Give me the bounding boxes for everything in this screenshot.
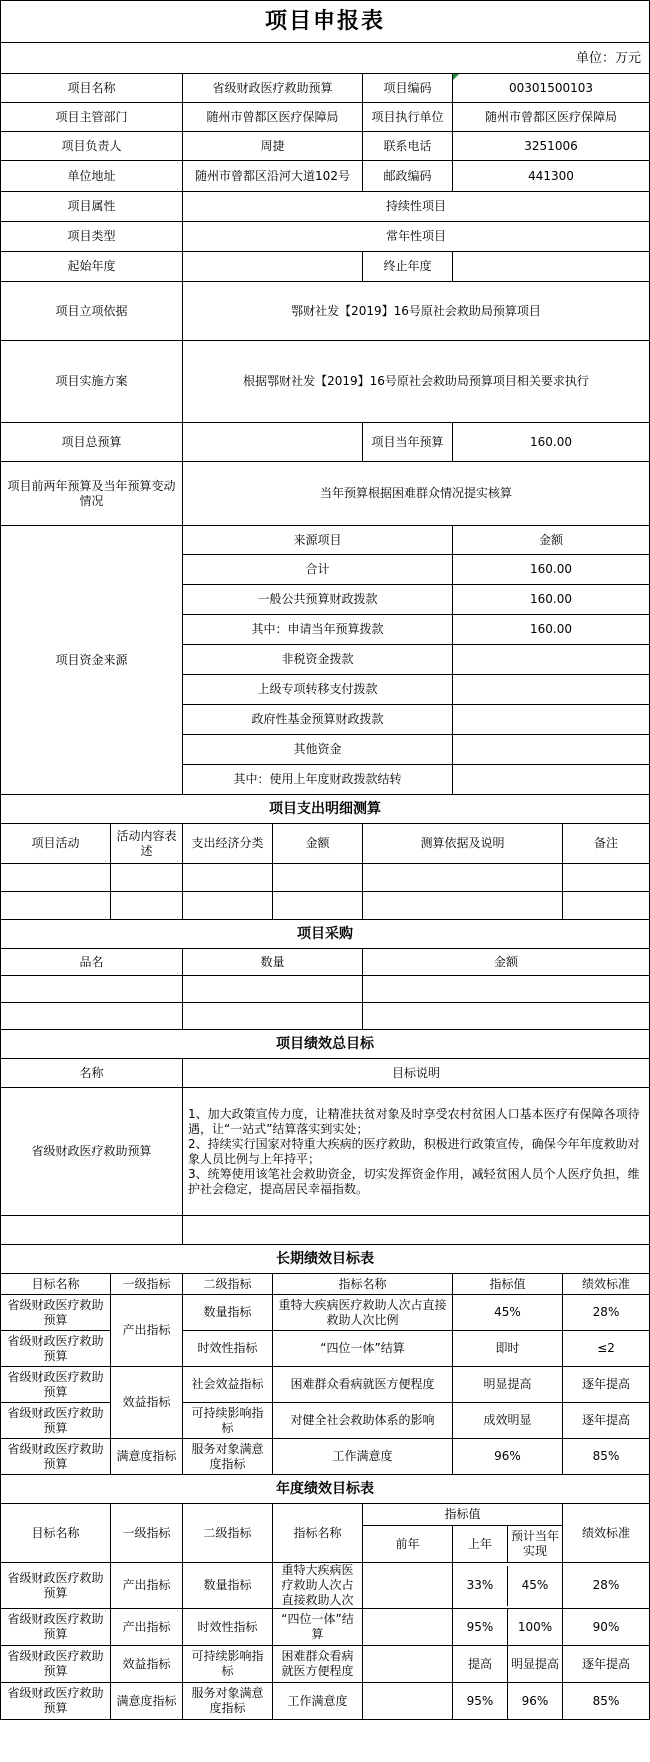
funding-source: 其中：申请当年预算拨款: [183, 615, 453, 645]
level2-indicator: 可持续影响指标: [183, 1403, 273, 1439]
end-year-value: [453, 252, 650, 282]
project-name-value: 省级财政医疗救助预算: [183, 74, 363, 103]
annual-header: 二级指标: [183, 1504, 273, 1563]
funding-source: 合计: [183, 555, 453, 585]
exec-unit-value: 随州市曾都区医疗保障局: [453, 103, 650, 132]
indicator-value: 明显提高: [453, 1367, 563, 1403]
expense-row: [1, 864, 650, 892]
longterm-row: [1, 1367, 650, 1403]
type-label: 项目类型: [1, 222, 183, 252]
longterm-header: 二级指标: [183, 1274, 273, 1295]
expense-header: 支出经济分类: [183, 824, 273, 864]
level2-indicator: 可持续影响指标: [183, 1646, 273, 1683]
goal-line: 3、统筹使用该笔社会救助资金，切实发挥资金作用，减轻贫困人员个人医疗负担，维护社会稳定，提高居民幸福指数。: [188, 1166, 640, 1196]
level1-indicator: 效益指标: [111, 1367, 183, 1439]
performance-standard: 28%: [563, 1563, 650, 1609]
longterm-row: [1, 1403, 650, 1439]
start-year-label: 起始年度: [1, 252, 183, 282]
performance-standard: 85%: [563, 1683, 650, 1720]
exec-unit-label: 项目执行单位: [363, 103, 453, 132]
annual-row: [1, 1646, 650, 1683]
attr-label: 项目属性: [1, 192, 183, 222]
project-code-value: 00301500103: [453, 74, 650, 103]
expense-header: 测算依据及说明: [363, 824, 563, 864]
goal-desc-header: 目标说明: [183, 1059, 650, 1088]
funding-amount: [453, 675, 650, 705]
annual-header: 指标名称: [273, 1504, 363, 1563]
address-value: 随州市曾都区沿河大道102号: [183, 161, 363, 192]
year-budget-value: 160.00: [453, 423, 650, 462]
annual-row: [1, 1563, 650, 1609]
value-current: 明显提高: [510, 1656, 559, 1671]
value-prev2: [363, 1563, 453, 1609]
annual-header: 目标名称: [1, 1504, 111, 1563]
project-code-label: 项目编码: [363, 74, 453, 103]
value-current: 45%: [521, 1578, 549, 1592]
funding-amount: 160.00: [453, 585, 650, 615]
indicator-value: 45%: [453, 1295, 563, 1331]
goal-name: 省级财政医疗救助预算: [1, 1088, 183, 1216]
project-name-label: 项目名称: [1, 74, 183, 103]
value-prev2: [363, 1683, 453, 1720]
funding-source: 其他资金: [183, 735, 453, 765]
performance-standard: 逐年提高: [563, 1367, 650, 1403]
longterm-section-title: 长期绩效目标表: [1, 1245, 650, 1274]
funding-amount-header: 金额: [453, 526, 650, 555]
leader-label: 项目负责人: [1, 132, 183, 161]
value-prev: 95%: [453, 1609, 508, 1645]
longterm-header: 目标名称: [1, 1274, 111, 1295]
funding-source: 政府性基金预算财政拨款: [183, 705, 453, 735]
target-name: 省级财政医疗救助预算: [1, 1331, 111, 1367]
value-prev: 95%: [453, 1683, 508, 1719]
annual-values: [453, 1609, 563, 1646]
expense-header: 备注: [563, 824, 650, 864]
longterm-header: 指标值: [453, 1274, 563, 1295]
funding-source: 其中：使用上年度财政拨款结转: [183, 765, 453, 795]
value-current: 96%: [521, 1693, 549, 1708]
zip-label: 邮政编码: [363, 161, 453, 192]
budget-change-label: 项目前两年预算及当年预算变动情况: [1, 462, 183, 526]
form-title: 项目申报表: [1, 1, 650, 43]
level2-indicator: 时效性指标: [183, 1609, 273, 1646]
purchase-header: 品名: [1, 949, 183, 976]
funding-amount: [453, 645, 650, 675]
funding-source: 上级专项转移支付拨款: [183, 675, 453, 705]
level1-indicator: 效益指标: [111, 1646, 183, 1683]
target-name: 省级财政医疗救助预算: [1, 1563, 111, 1609]
value-prev2: [363, 1609, 453, 1646]
indicator-name: 重特大疾病医疗救助人次占直接救助人次比例: [273, 1295, 453, 1331]
attr-value: 持续性项目: [183, 192, 650, 222]
purchase-row: [1, 1003, 650, 1030]
indicator-name: 困难群众看病就医方便程度: [273, 1367, 453, 1403]
level1-indicator: 产出指标: [111, 1609, 183, 1646]
funding-source: 非税资金拨款: [183, 645, 453, 675]
level2-indicator: 时效性指标: [183, 1331, 273, 1367]
target-name: 省级财政医疗救助预算: [1, 1295, 111, 1331]
value-prev: 提高: [453, 1646, 508, 1682]
goal-name-header: 名称: [1, 1059, 183, 1088]
expense-header: 金额: [273, 824, 363, 864]
goal-description: [183, 1088, 650, 1216]
budget-change-value: 当年预算根据困难群众情况提实核算: [183, 462, 650, 526]
level1-indicator: 满意度指标: [111, 1683, 183, 1720]
purchase-header: 数量: [183, 949, 363, 976]
expense-header: 项目活动: [1, 824, 111, 864]
indicator-name: “四位一体”结算: [273, 1331, 453, 1367]
funding-amount: [453, 735, 650, 765]
level2-indicator: 数量指标: [183, 1563, 273, 1609]
leader-value: 周捷: [183, 132, 363, 161]
level1-indicator: 产出指标: [111, 1295, 183, 1367]
longterm-header: 指标名称: [273, 1274, 453, 1295]
unit-label: 单位：万元: [1, 43, 650, 74]
annual-header: 绩效标准: [563, 1504, 650, 1563]
indicator-name: 对健全社会救助体系的影响: [273, 1403, 453, 1439]
annual-values: [453, 1683, 563, 1720]
dept-value: 随州市曾都区医疗保障局: [183, 103, 363, 132]
annual-subheader: 前年: [363, 1526, 453, 1563]
annual-header: 指标值: [363, 1504, 563, 1526]
purchase-header: 金额: [363, 949, 650, 976]
annual-row: [1, 1609, 650, 1646]
performance-standard: 28%: [563, 1295, 650, 1331]
performance-standard: ≤2: [563, 1331, 650, 1367]
goal-line: 1、加大政策宣传力度，让精准扶贫对象及时享受农村贫困人口基本医疗有保障各项待遇，让“一站式”结算落实到实处；: [188, 1106, 640, 1136]
target-name: 省级财政医疗救助预算: [1, 1683, 111, 1720]
annual-section-title: 年度绩效目标表: [1, 1475, 650, 1504]
longterm-row: [1, 1439, 650, 1475]
funding-amount: 160.00: [453, 615, 650, 645]
target-name: 省级财政医疗救助预算: [1, 1403, 111, 1439]
expense-section-title: 项目支出明细测算: [1, 795, 650, 824]
total-budget-label: 项目总预算: [1, 423, 183, 462]
annual-subheader-current: 预计当年实现: [510, 1529, 559, 1558]
annual-subheader: [453, 1526, 563, 1563]
level2-indicator: 服务对象满意度指标: [183, 1439, 273, 1475]
year-budget-label: 项目当年预算: [363, 423, 453, 462]
longterm-header: 绩效标准: [563, 1274, 650, 1295]
performance-standard: 逐年提高: [563, 1646, 650, 1683]
dept-label: 项目主管部门: [1, 103, 183, 132]
expense-header: 活动内容表述: [111, 824, 183, 864]
total-budget-value: [183, 423, 363, 462]
goal-empty-row: [1, 1216, 650, 1245]
level1-indicator: 产出指标: [111, 1563, 183, 1609]
address-label: 单位地址: [1, 161, 183, 192]
funding-source-header: 来源项目: [183, 526, 453, 555]
indicator-name: 工作满意度: [273, 1439, 453, 1475]
purchase-section-title: 项目采购: [1, 920, 650, 949]
funding-amount: 160.00: [453, 555, 650, 585]
level2-indicator: 数量指标: [183, 1295, 273, 1331]
level2-indicator: 服务对象满意度指标: [183, 1683, 273, 1720]
phone-value: 3251006: [453, 132, 650, 161]
annual-subheader-prev: 上年: [453, 1526, 508, 1562]
purchase-row: [1, 976, 650, 1003]
target-name: 省级财政医疗救助预算: [1, 1367, 111, 1403]
longterm-row: [1, 1295, 650, 1331]
level2-indicator: 社会效益指标: [183, 1367, 273, 1403]
goal-line: 2、持续实行国家对特重大疾病的医疗救助，积极进行政策宣传，确保今年年度救助对象人员比例与上年持平；: [188, 1136, 640, 1166]
phone-label: 联系电话: [363, 132, 453, 161]
expense-row: [1, 892, 650, 920]
indicator-value: 96%: [453, 1439, 563, 1475]
indicator-value: 成效明显: [453, 1403, 563, 1439]
end-year-label: 终止年度: [363, 252, 453, 282]
funding-label: 项目资金来源: [1, 526, 183, 795]
indicator-name: 重特大疾病医疗救助人次占直接救助人次: [273, 1563, 363, 1609]
longterm-row: [1, 1331, 650, 1367]
plan-value: 根据鄂财社发【2019】16号原社会救助局预算项目相关要求执行: [183, 341, 650, 423]
basis-value: 鄂财社发【2019】16号原社会救助局预算项目: [183, 282, 650, 341]
longterm-header: 一级指标: [111, 1274, 183, 1295]
indicator-name: 困难群众看病就医方便程度: [273, 1646, 363, 1683]
annual-values: [453, 1563, 563, 1609]
indicator-value: 即时: [453, 1331, 563, 1367]
target-name: 省级财政医疗救助预算: [1, 1609, 111, 1646]
performance-standard: 90%: [563, 1609, 650, 1646]
performance-standard: 逐年提高: [563, 1403, 650, 1439]
goal-section-title: 项目绩效总目标: [1, 1030, 650, 1059]
funding-amount: [453, 705, 650, 735]
value-prev2: [363, 1646, 453, 1683]
value-current: 100%: [517, 1619, 553, 1634]
type-value: 常年性项目: [183, 222, 650, 252]
basis-label: 项目立项依据: [1, 282, 183, 341]
level1-indicator: 满意度指标: [111, 1439, 183, 1475]
target-name: 省级财政医疗救助预算: [1, 1439, 111, 1475]
annual-header: 一级指标: [111, 1504, 183, 1563]
target-name: 省级财政医疗救助预算: [1, 1646, 111, 1683]
start-year-value: [183, 252, 363, 282]
zip-value: 441300: [453, 161, 650, 192]
funding-source: 一般公共预算财政拨款: [183, 585, 453, 615]
annual-row: [1, 1683, 650, 1720]
funding-amount: [453, 765, 650, 795]
performance-standard: 85%: [563, 1439, 650, 1475]
indicator-name: “四位一体”结算: [273, 1609, 363, 1646]
annual-values: [453, 1646, 563, 1683]
indicator-name: 工作满意度: [273, 1683, 363, 1720]
value-prev: 33%: [453, 1566, 508, 1606]
plan-label: 项目实施方案: [1, 341, 183, 423]
